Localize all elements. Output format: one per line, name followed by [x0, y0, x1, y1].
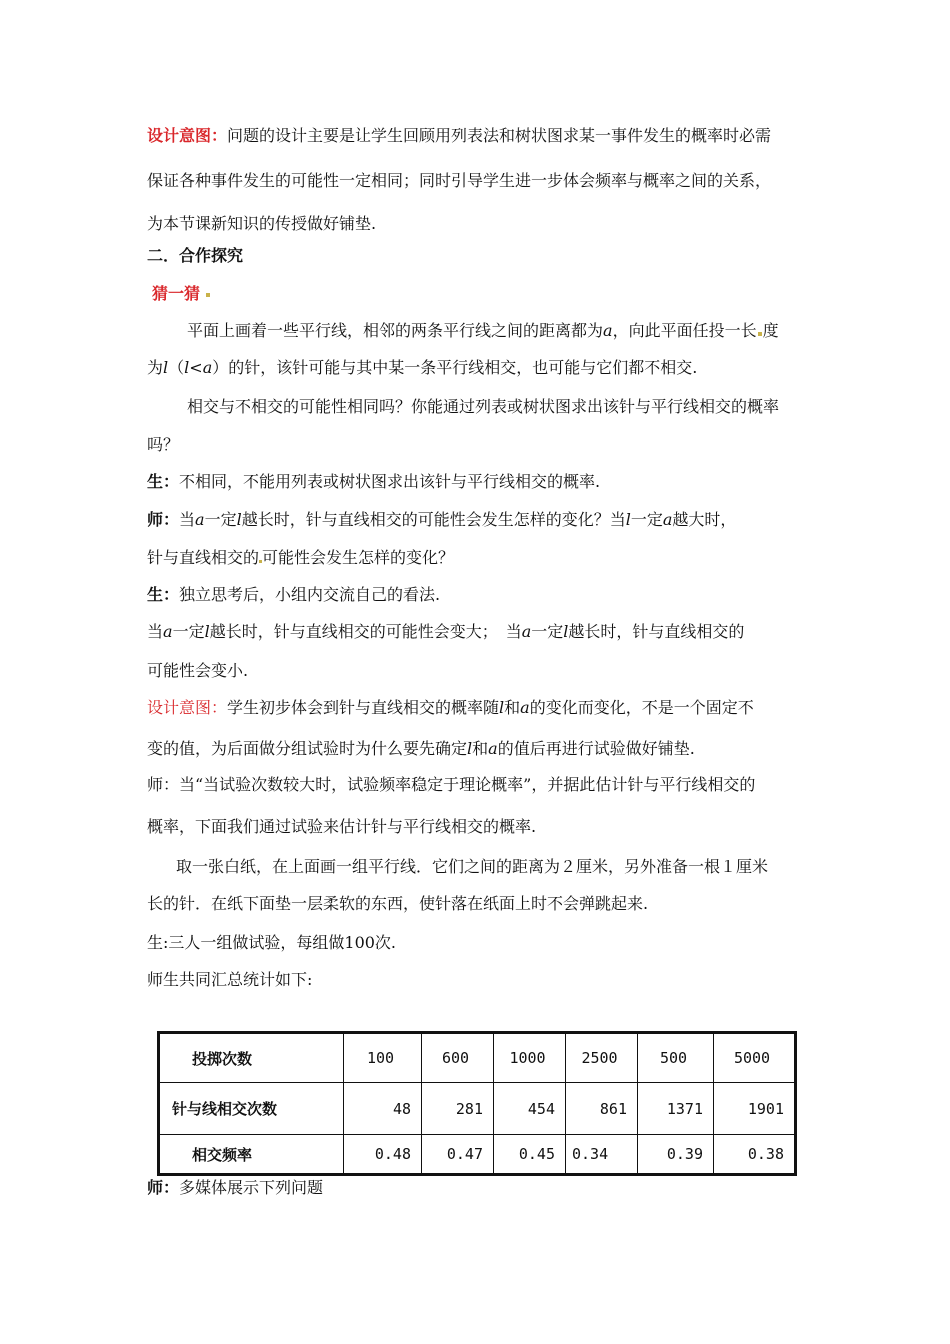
- teacher-label: 师：: [147, 1178, 180, 1197]
- var-a: a: [202, 358, 213, 377]
- experiment-table: [157, 1031, 797, 1176]
- var-l: l: [163, 358, 169, 377]
- teacher-label: 师：: [147, 510, 180, 529]
- table-cell: 48: [344, 1083, 422, 1135]
- design-intent-line-1: [147, 125, 771, 147]
- table-cell: 1000: [494, 1033, 566, 1083]
- intent-text-a: 学生初步体会到针与直线相交的概率随: [227, 698, 500, 717]
- student-answer-2-line-3: 可能性会变小.: [147, 661, 249, 680]
- section-title: 二．合作探究: [147, 246, 244, 265]
- teacher-text-d: 一定: [630, 510, 663, 529]
- row-header: 相交频率: [159, 1135, 344, 1175]
- table-cell: 0.38: [714, 1135, 796, 1175]
- table-cell: 454: [494, 1083, 566, 1135]
- design-intent-2-line-1: [147, 697, 754, 719]
- student-text-c: 越长时，针与直线相交的可能性会变大； 当: [209, 622, 522, 641]
- table-cell: 0.48: [344, 1135, 422, 1175]
- table-row: [159, 1135, 796, 1175]
- table-cell: 500: [638, 1033, 714, 1083]
- var-a: a: [662, 510, 673, 529]
- teacher-text-a: 当: [179, 510, 196, 529]
- question-line-1: 相交与不相交的可能性相同吗？你能通过列表或树状图求出该针与平行线相交的概率: [187, 397, 780, 416]
- var-l: l: [563, 622, 569, 641]
- var-a: a: [603, 321, 613, 340]
- table-cell: 281: [422, 1083, 494, 1135]
- design-intent-label: 设计意图：: [147, 698, 228, 717]
- less-than: <: [189, 358, 203, 377]
- student-text-a: 当: [147, 622, 164, 641]
- intent-text-d: 变的值，为后面做分组试验时为什么要先确定: [147, 739, 468, 758]
- student-text-e: 越长时，针与直线相交的: [568, 622, 745, 641]
- design-intent-label: 设计意图：: [147, 126, 228, 145]
- student-answer-1: [147, 471, 600, 493]
- var-a: a: [163, 622, 173, 641]
- student-answer-2-line-2: [147, 621, 744, 643]
- design-intent-2-line-2: [147, 738, 695, 760]
- var-a: a: [488, 739, 498, 758]
- teacher-text: 多媒体展示下列问题: [179, 1178, 324, 1197]
- table-cell: 600: [422, 1033, 494, 1083]
- teacher-2-line-1: 师：当“当试验次数较大时，试验频率稳定于理论概率”，并据此估计针与平行线相交的: [147, 775, 756, 794]
- row-header: 投掷次数: [159, 1033, 344, 1083]
- teacher-text-b: 一定: [204, 510, 237, 529]
- table-cell: 1901: [714, 1083, 796, 1135]
- summary-text: 师生共同汇总统计如下:: [147, 970, 313, 989]
- stray-dot-icon: [758, 332, 762, 336]
- marker-dot-icon: [206, 293, 210, 297]
- table-row: [159, 1083, 796, 1135]
- teacher-text-c: 越长时，针与直线相交的可能性会发生怎样的变化？当: [241, 510, 626, 529]
- var-l: l: [499, 698, 505, 717]
- paren-open: （: [168, 358, 185, 377]
- setup-line-1: 取一张白纸，在上面画一组平行线．它们之间的距离为２厘米，另外准备一根１厘米: [176, 857, 769, 876]
- table-cell: 100: [344, 1033, 422, 1083]
- intent-text-f: 的值后再进行试验做好铺垫.: [497, 739, 695, 758]
- student-text: 不相同，不能用列表或树状图求出该针与平行线相交的概率.: [179, 472, 601, 491]
- guess-title: 猜一猜: [152, 284, 201, 303]
- design-intent-line-2: 保证各种事件发生的可能性一定相同；同时引导学生进一步体会频率与概率之间的关系，: [147, 171, 772, 190]
- var-a: a: [195, 510, 205, 529]
- row-header: 针与线相交次数: [159, 1083, 344, 1135]
- intent-text-c: 的变化而变化，不是一个固定不: [529, 698, 754, 717]
- student-text: 独立思考后，小组内交流自己的看法.: [179, 585, 441, 604]
- table-cell: 2500: [566, 1033, 638, 1083]
- var-a: a: [520, 698, 530, 717]
- problem-text-b: ，向此平面任投一长: [612, 321, 757, 340]
- intent-text-e: 和: [472, 739, 489, 758]
- teacher-text-g: 可能性会发生怎样的变化？: [262, 548, 455, 567]
- table-cell: 0.34: [566, 1135, 638, 1175]
- table-cell: 0.45: [494, 1135, 566, 1175]
- teacher-2-line-2: 概率，下面我们通过试验来估计针与平行线相交的概率.: [147, 817, 537, 836]
- table-cell: 5000: [714, 1033, 796, 1083]
- design-intent-text: 问题的设计主要是让学生回顾用列表法和树状图求某一事件发生的概率时必需: [227, 126, 772, 145]
- var-l: l: [625, 510, 631, 529]
- problem-text-d: 为: [147, 358, 164, 377]
- table-cell: 0.47: [422, 1135, 494, 1175]
- var-l: l: [184, 358, 190, 377]
- guess-heading: [152, 283, 210, 305]
- intent-text-b: 和: [504, 698, 521, 717]
- problem-text-e: ）的针，该针可能与其中某一条平行线相交，也可能与它们都不相交.: [212, 358, 698, 377]
- teacher-text-e: 越大时，: [672, 510, 737, 529]
- table-row: [159, 1033, 796, 1083]
- student-answer-3: 生:三人一组做试验，每组做100次.: [147, 933, 397, 952]
- var-a: a: [521, 622, 532, 641]
- problem-text-a: 平面上画着一些平行线，相邻的两条平行线之间的距离都为: [187, 321, 604, 340]
- problem-line-1: [187, 320, 779, 342]
- table-cell: 0.39: [638, 1135, 714, 1175]
- problem-line-2: [147, 357, 697, 379]
- var-l: l: [467, 739, 473, 758]
- student-text-d: 一定: [531, 622, 564, 641]
- question-line-2: 吗？: [147, 435, 180, 454]
- teacher-line-1: [147, 509, 736, 531]
- var-l: l: [204, 622, 210, 641]
- var-l: l: [236, 510, 242, 529]
- teacher-text-f: 针与直线相交的: [147, 548, 260, 567]
- teacher-line-2: [147, 547, 454, 569]
- student-label: 生：: [147, 472, 180, 491]
- student-label: 生：: [147, 585, 180, 604]
- setup-line-2: 长的针．在纸下面垫一层柔软的东西，使针落在纸面上时不会弹跳起来.: [147, 894, 649, 913]
- table-cell: 1371: [638, 1083, 714, 1135]
- student-text-b: 一定: [172, 622, 205, 641]
- table-cell: 861: [566, 1083, 638, 1135]
- problem-text-c: 度: [762, 321, 779, 340]
- design-intent-line-3: 为本节课新知识的传授做好铺垫.: [147, 214, 377, 233]
- student-answer-2: [147, 584, 440, 606]
- teacher-3: [147, 1177, 323, 1199]
